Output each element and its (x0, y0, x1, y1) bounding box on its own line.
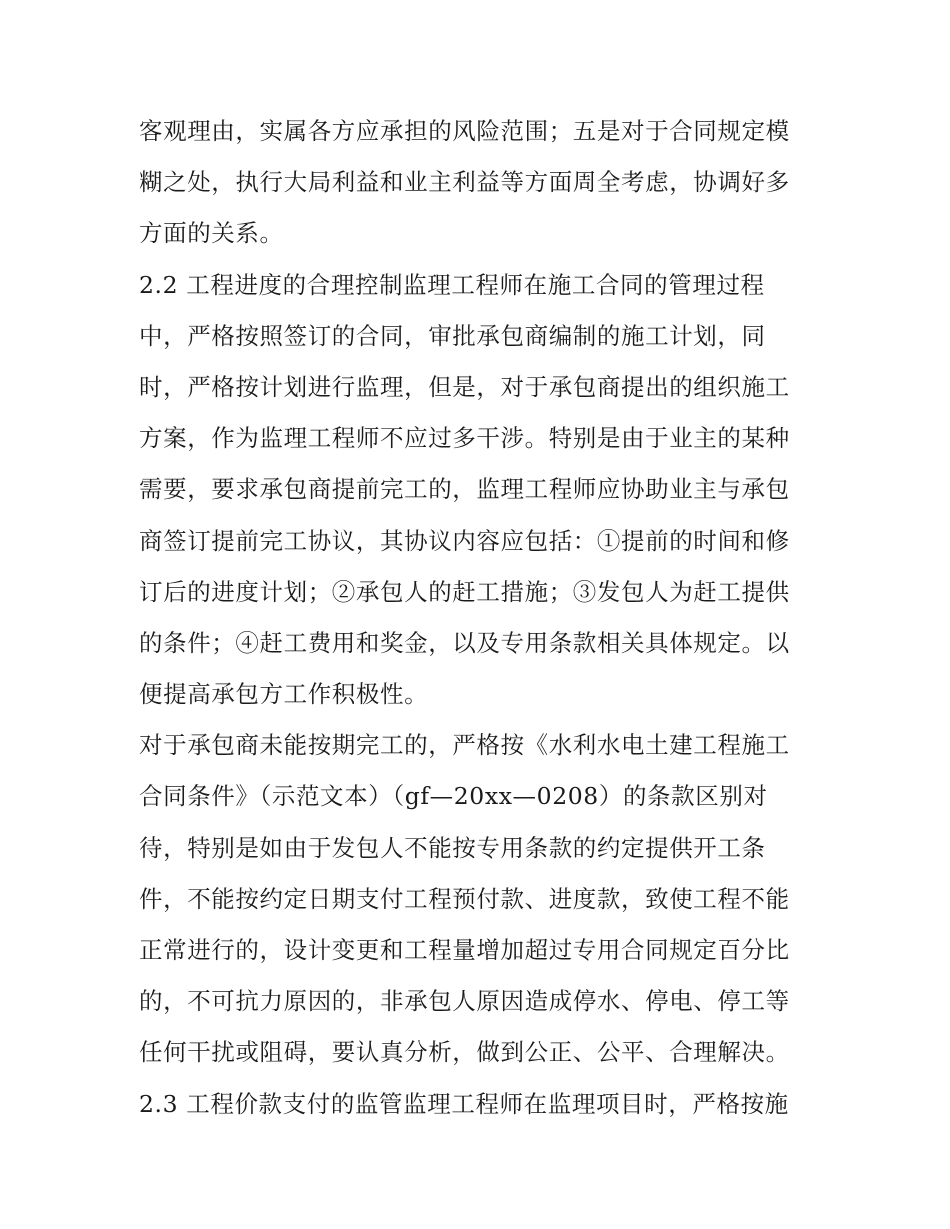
section-heading-line: 2.3 工程价款支付的监管监理工程师在监理项目时，严格按施 (139, 1089, 789, 1118)
text-line: 订后的进度计划；②承包人的赶工措施；③发包人为赶工提供 (139, 577, 790, 606)
text-line: 件，不能按约定日期支付工程预付款、进度款，致使工程不能 (139, 884, 790, 913)
text-line: 客观理由，实属各方应承担的风险范围；五是对于合同规定模 (139, 117, 790, 145)
text-line: 正常进行的，设计变更和工程量增加超过专用合同规定百分比 (139, 936, 790, 964)
text-line: 中，严格按照签订的合同，审批承包商编制的施工计划，同 (139, 321, 766, 350)
text-line: 对于承包商未能按期完工的，严格按《水利水电土建工程施工 (139, 731, 790, 760)
text-line: 需要，要求承包商提前完工的，监理工程师应协助业主与承包 (139, 475, 790, 504)
text-line: 时，严格按计划进行监理，但是，对于承包商提出的组织施工 (139, 372, 790, 401)
text-line: 便提高承包方工作积极性。 (139, 680, 429, 709)
text-line: 合同条件》（示范文本）（gf—20xx—0208）的条款区别对 (139, 782, 768, 811)
text-line: 方案，作为监理工程师不应过多干涉。特别是由于业主的某种 (139, 424, 790, 453)
text-line: 的，不可抗力原因的，非承包人原因造成停水、停电、停工等 (139, 987, 790, 1016)
text-line: 方面的关系。 (139, 219, 284, 248)
text-line: 待，特别是如由于发包人不能按专用条款的约定提供开工条 (139, 833, 766, 862)
text-line: 任何干扰或阻碍，要认真分析，做到公正、公平、合理解决。 (139, 1038, 790, 1067)
body-text (139, 106, 829, 1130)
section-heading-line: 2.2 工程进度的合理控制监理工程师在施工合同的管理过程 (139, 270, 765, 299)
text-line: 的条件；④赶工费用和奖金，以及专用条款相关具体规定。以 (139, 628, 790, 657)
text-line: 商签订提前完工协议，其协议内容应包括：①提前的时间和修 (139, 526, 790, 555)
text-line: 糊之处，执行大局利益和业主利益等方面周全考虑，协调好多 (139, 168, 790, 197)
